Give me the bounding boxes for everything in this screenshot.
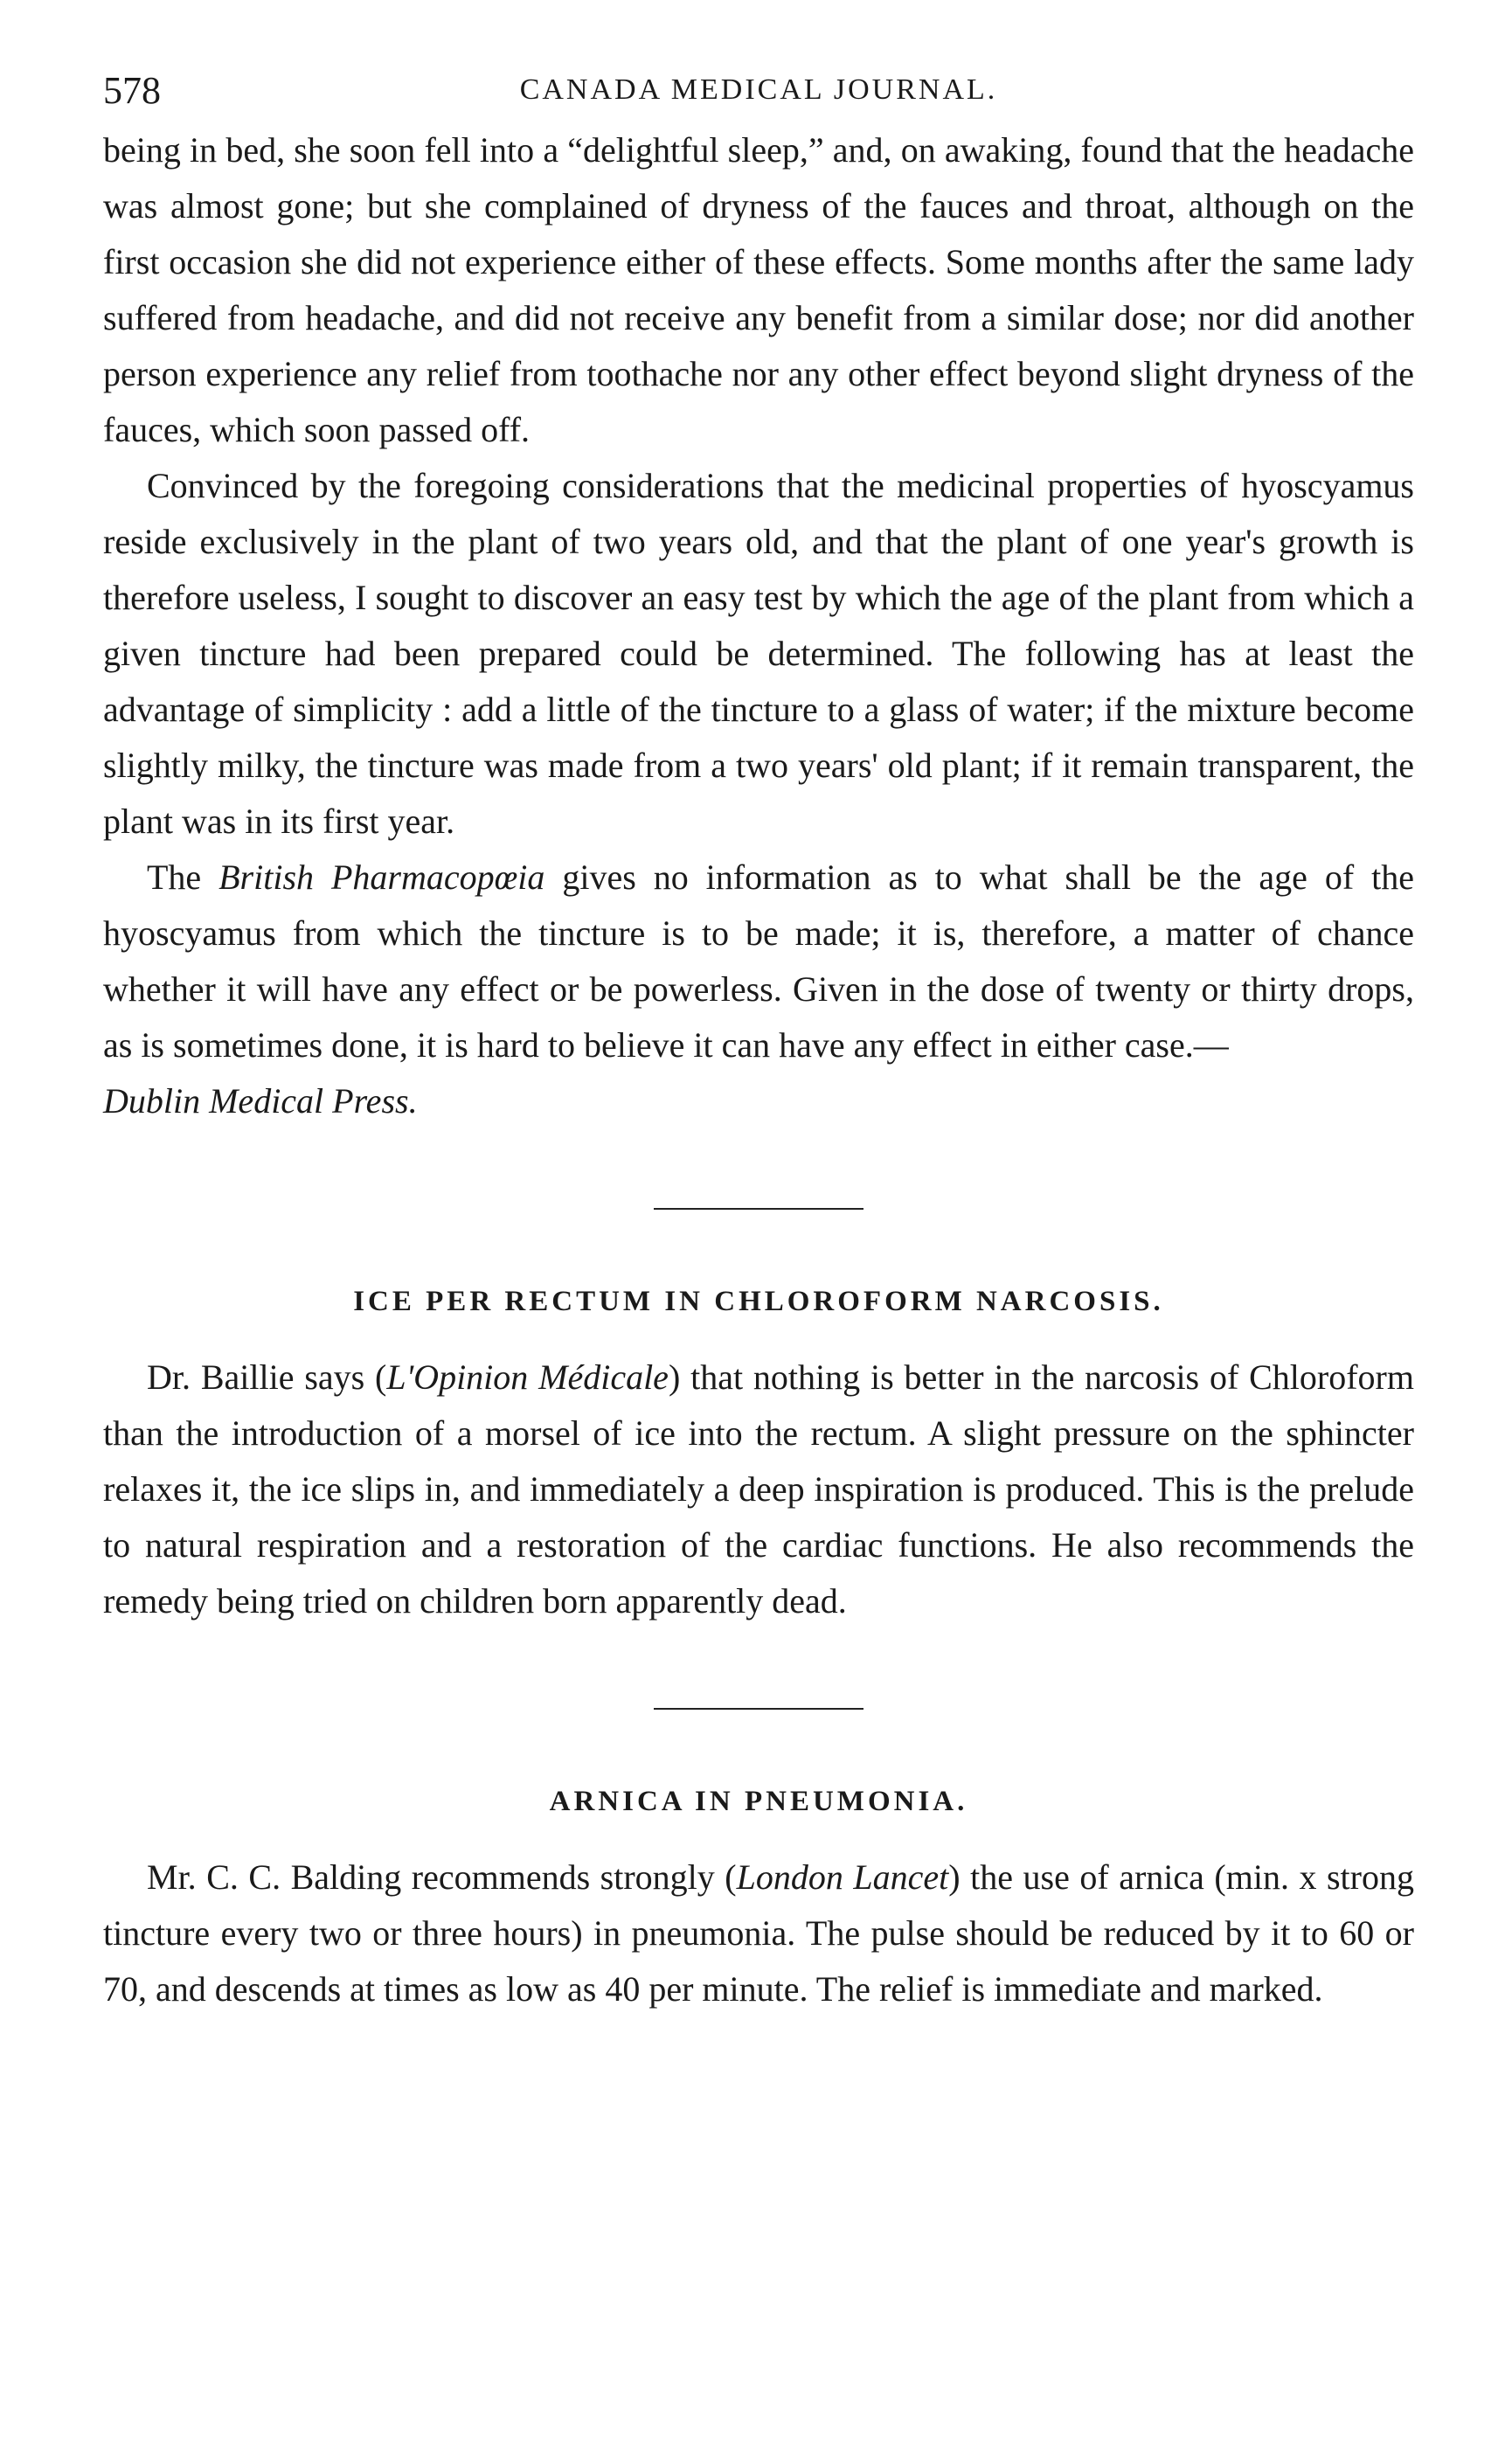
section-heading: ARNICA IN PNEUMONIA. bbox=[549, 1786, 968, 1817]
paragraph bbox=[103, 1350, 1414, 1629]
italic-title: British Pharmacopœia bbox=[218, 857, 545, 897]
journal-title: CANADA MEDICAL JOURNAL. bbox=[519, 73, 998, 106]
text-run: ) that nothing is better in the narcosis of Chloroform than the introduction of a morsel of ice into the rectum. A slight pressure on the sphincter relaxes it, the ice slips in, and immediately a deep inspiration is produced. This is the prelude to natural respiration and a restoration of the cardiac functions. He also recommends the remedy being tried on children born apparently dead. bbox=[103, 1357, 1414, 1621]
article-ice-per-rectum bbox=[103, 1280, 1414, 1629]
section-divider bbox=[654, 1708, 863, 1710]
text-run: Dr. Baillie says ( bbox=[147, 1357, 387, 1397]
running-head bbox=[103, 61, 1414, 122]
text-run: gives no information as to what shall be the age of the hyoscyamus from which the tincture is to be made; it is, therefore, a matter of chance whether it will have any effect or be powerless. Given in the dose of twenty or thirty drops, as is sometimes done, it is hard to believe it can have any effect in either case.— bbox=[103, 857, 1414, 1065]
paragraph: being in bed, she soon fell into a “delightful sleep,” and, on awaking, found that the headache was almost gone; but she complained of dryness of the fauces and throat, although on the first occasion she did not experience either of these effects. Some months after the same lady suffered from headache, and did not receive any benefit from a similar dose; nor did another person experience any relief from toothache nor any other effect beyond slight dryness of the fauces, which soon passed off. bbox=[103, 130, 1414, 449]
article-arnica bbox=[103, 1780, 1414, 2017]
section-divider bbox=[654, 1208, 863, 1210]
section-heading: ICE PER RECTUM IN CHLOROFORM NARCOSIS. bbox=[353, 1286, 1164, 1317]
paragraph bbox=[103, 1850, 1414, 2017]
page-number: 578 bbox=[103, 69, 161, 112]
italic-title: L'Opinion Médicale bbox=[386, 1357, 669, 1397]
article-hyoscyamus bbox=[103, 122, 1414, 1129]
text-run: The bbox=[147, 857, 219, 897]
journal-page bbox=[103, 61, 1414, 2017]
text-run: ) the use of arnica (min. x strong tincture every two or three hours) in pneumonia. The pulse should be reduced by it to 60 or 70, and descends at times as low as 40 per minute. The relief is immediate and marked. bbox=[103, 1857, 1414, 2009]
source-citation: Dublin Medical Press. bbox=[103, 1081, 418, 1121]
italic-title: London Lancet bbox=[736, 1857, 949, 1897]
paragraph bbox=[103, 850, 1414, 1129]
paragraph: Convinced by the foregoing considerations that the medicinal properties of hyoscyamus reside exclusively in the plant of two years old, and that the plant of one year's growth is therefore useless, I sought to discover an easy test by which the age of the plant from which a given tincture had been prepared could be determined. The following has at least the advantage of simplicity : add a little of the tincture to a glass of water; if the mixture become slightly milky, the tincture was made from a two years' old plant; if it remain transparent, the plant was in its first year. bbox=[103, 466, 1414, 841]
text-run: Mr. C. C. Balding recommends strongly ( bbox=[147, 1857, 737, 1897]
